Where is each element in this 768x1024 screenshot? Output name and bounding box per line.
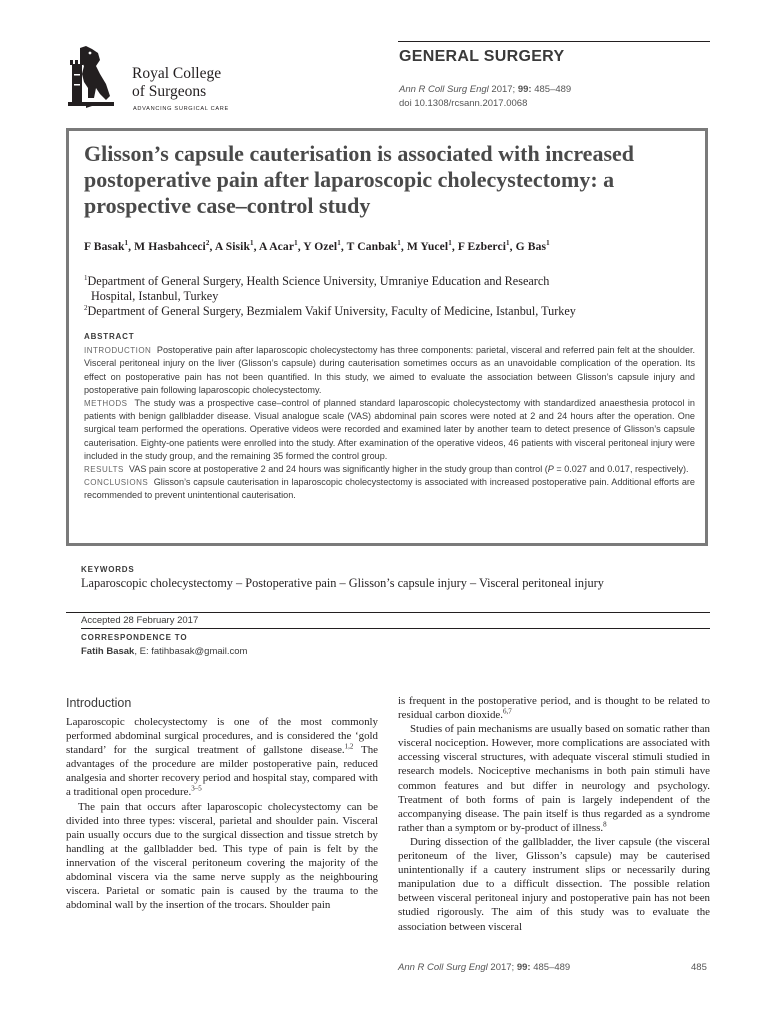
paragraph: is frequent in the postoperative period, and is thought to be related to residual carbon dioxide.$^{6,7}$ [398, 695, 710, 722]
logo-wordmark: Royal College of Surgeons [132, 65, 222, 100]
body-column-right [398, 694, 710, 934]
divider [81, 628, 710, 629]
abstract [84, 330, 695, 503]
author: A Sisik [214, 240, 251, 253]
author-list: F Basak$^1$, M Hasbahceci$^2$, A Sisik$^1$, A Acar$^1$, Y Ozel$^1$, T Canbak$^1$, M Yucel$^1$, F Ezberci$^1$, G Bas$^1$ [84, 239, 550, 253]
paragraph: Laparoscopic cholecystectomy is one of the most commonly performed abdominal surgical procedures, and is considered the ‘gold standard’ for the surgical treatment of gallstone disease.$^{1,2}$ The advantages of the procedure are milder postoperative pain, reduced analgesia and shorter recovery period and hospital stay, compared with a traditional open procedure.$^{3-5}$ [66, 716, 378, 799]
logo-tagline: ADVANCING SURGICAL CARE [133, 106, 229, 112]
author: G Bas [515, 240, 547, 253]
footer-citation: Ann R Coll Surg Engl 2017; 99: 485–489 [398, 962, 571, 973]
keywords: Laparoscopic cholecystectomy – Postoperative pain – Glisson’s capsule injury – Visceral peritoneal injury [81, 576, 604, 590]
abstract-introduction: INTRODUCTION Postoperative pain after laparoscopic cholecystectomy has three components: parietal, visceral and referred pain felt at the shoulder. Visceral peritoneal injury on the liver (Glisson’s capsule) during cauterisation sometimes occurs as an unavoidable complication of the operation. Its effect on postoperative pain has not been quantified. In this study, we aimed to evaluate the association between Glisson’s capsule injury and postoperative pain following laparoscopic cholecystectomy. [84, 345, 695, 395]
paragraph: The pain that occurs after laparoscopic cholecystectomy can be divided into three types: visceral, parietal and shoulder pain. Visceral pain usually occurs due to the surgical dissection and tissue stretch by handling at the gallbladder bed. This type of pain is felt by the innervation of the visceral peritoneum covering the majority of the abdominal viscera via the same nerve supply as the neighbouring viscera. Parietal or somatic pain is caused by the trauma to the abdominal wall by the insertion of the trocars. Shoulder pain [66, 800, 378, 912]
author: A Acar [259, 240, 295, 253]
article-title: Glisson’s capsule cauterisation is associated with increased postoperative pain after laparoscopic cholecystectomy: a prospective case–control study [84, 141, 635, 218]
accepted-date: Accepted 28 February 2017 [81, 615, 199, 626]
affiliations: $^1$Department of General Surgery, Health Science University, Umraniye Education and Research Hospital, Istanbul, Turkey $^2$Department of General Surgery, Bezmialem Vakif University, Faculty of Medicine, Istanbul, Turkey [84, 274, 704, 319]
author: F Ezberci [457, 240, 507, 253]
header-rule [398, 41, 710, 42]
doi[interactable]: doi 10.1308/rcsann.2017.0068 [399, 98, 528, 109]
paragraph: Studies of pain mechanisms are usually based on somatic rather than visceral nociception. However, more complications are associated with accessing visceral structures, with adequate visceral stimuli studied in research models. Nociceptive mechanisms in both pain stimuli have common features and but differ in neurology and psychology. Treatment of both forms of pain is largely independent of the accompanying disease. The pain itself is thus regarded as a syndrome rather than a symptom or by-product of illness.$^8$ [398, 723, 710, 834]
author: Y Ozel [303, 240, 338, 253]
abstract-results: RESULTS VAS pain score at postoperative 2 and 24 hours was significantly higher in the study group than control (P = 0.027 and 0.017, respectively). [84, 464, 689, 475]
author: T Canbak [346, 240, 398, 253]
correspondence-heading: CORRESPONDENCE TO [81, 633, 188, 642]
introduction-heading: Introduction [66, 696, 132, 710]
correspondence-email[interactable]: , E: fatihbasak@gmail.com [134, 646, 248, 657]
abstract-heading: ABSTRACT [84, 332, 135, 341]
divider [66, 612, 710, 613]
body-column-left [66, 715, 378, 912]
affiliation-1: $^1$Department of General Surgery, Health Science University, Umraniye Education and Research [84, 273, 550, 288]
citation: Ann R Coll Surg Engl 2017; 99: 485–489 doi 10.1308/rcsann.2017.0068 [399, 84, 572, 109]
section-title: GENERAL SURGERY [399, 48, 565, 65]
affiliation-2: $^2$Department of General Surgery, Bezmialem Vakif University, Faculty of Medicine, Istanbul, Turkey [84, 303, 576, 318]
page-number: 485 [691, 962, 707, 973]
abstract-conclusions: CONCLUSIONS Glisson’s capsule cauterisation in laparoscopic cholecystectomy is associated with increased postoperative pain. Additional efforts are recommended to prevent unintentional cauterisation. [84, 477, 695, 501]
keywords-heading: KEYWORDS [81, 565, 135, 574]
author: M Hasbahceci [134, 240, 206, 253]
abstract-methods: METHODS The study was a prospective case–control of planned standard laparoscopic cholecystectomy with standardized anaesthesia protocol in patients with benign gallbladder disease. Visual analogue scale (VAS) abdominal pain scores were noted at 2 and 24 hours after the operation. One surgical team performed the operations. Operative videos were recorded and examined later by another team to detect presence of Glisson’s capsule cauterisation. Eighty-one patients were enrolled into the study. After examination of the operative videos, 46 patients with visceral peritoneal injury were included in the study group, and the remaining 35 formed the control group. [84, 398, 695, 461]
correspondence: Fatih Basak, E: fatihbasak@gmail.com [81, 646, 248, 657]
author: F Basak [84, 240, 125, 253]
paragraph: During dissection of the gallbladder, the liver capsule (the visceral peritoneum of the liver, Glisson’s capsule) may be cauterised unintentionally if a cautery instrument slips or necessarily during manipulation due to a difficult dissection. The possible relation between visceral peritoneal injury and postoperative pain has not been studied rigorously. The aim of this study was to evaluate the association between visceral [398, 835, 710, 933]
author: M Yucel [406, 240, 449, 253]
